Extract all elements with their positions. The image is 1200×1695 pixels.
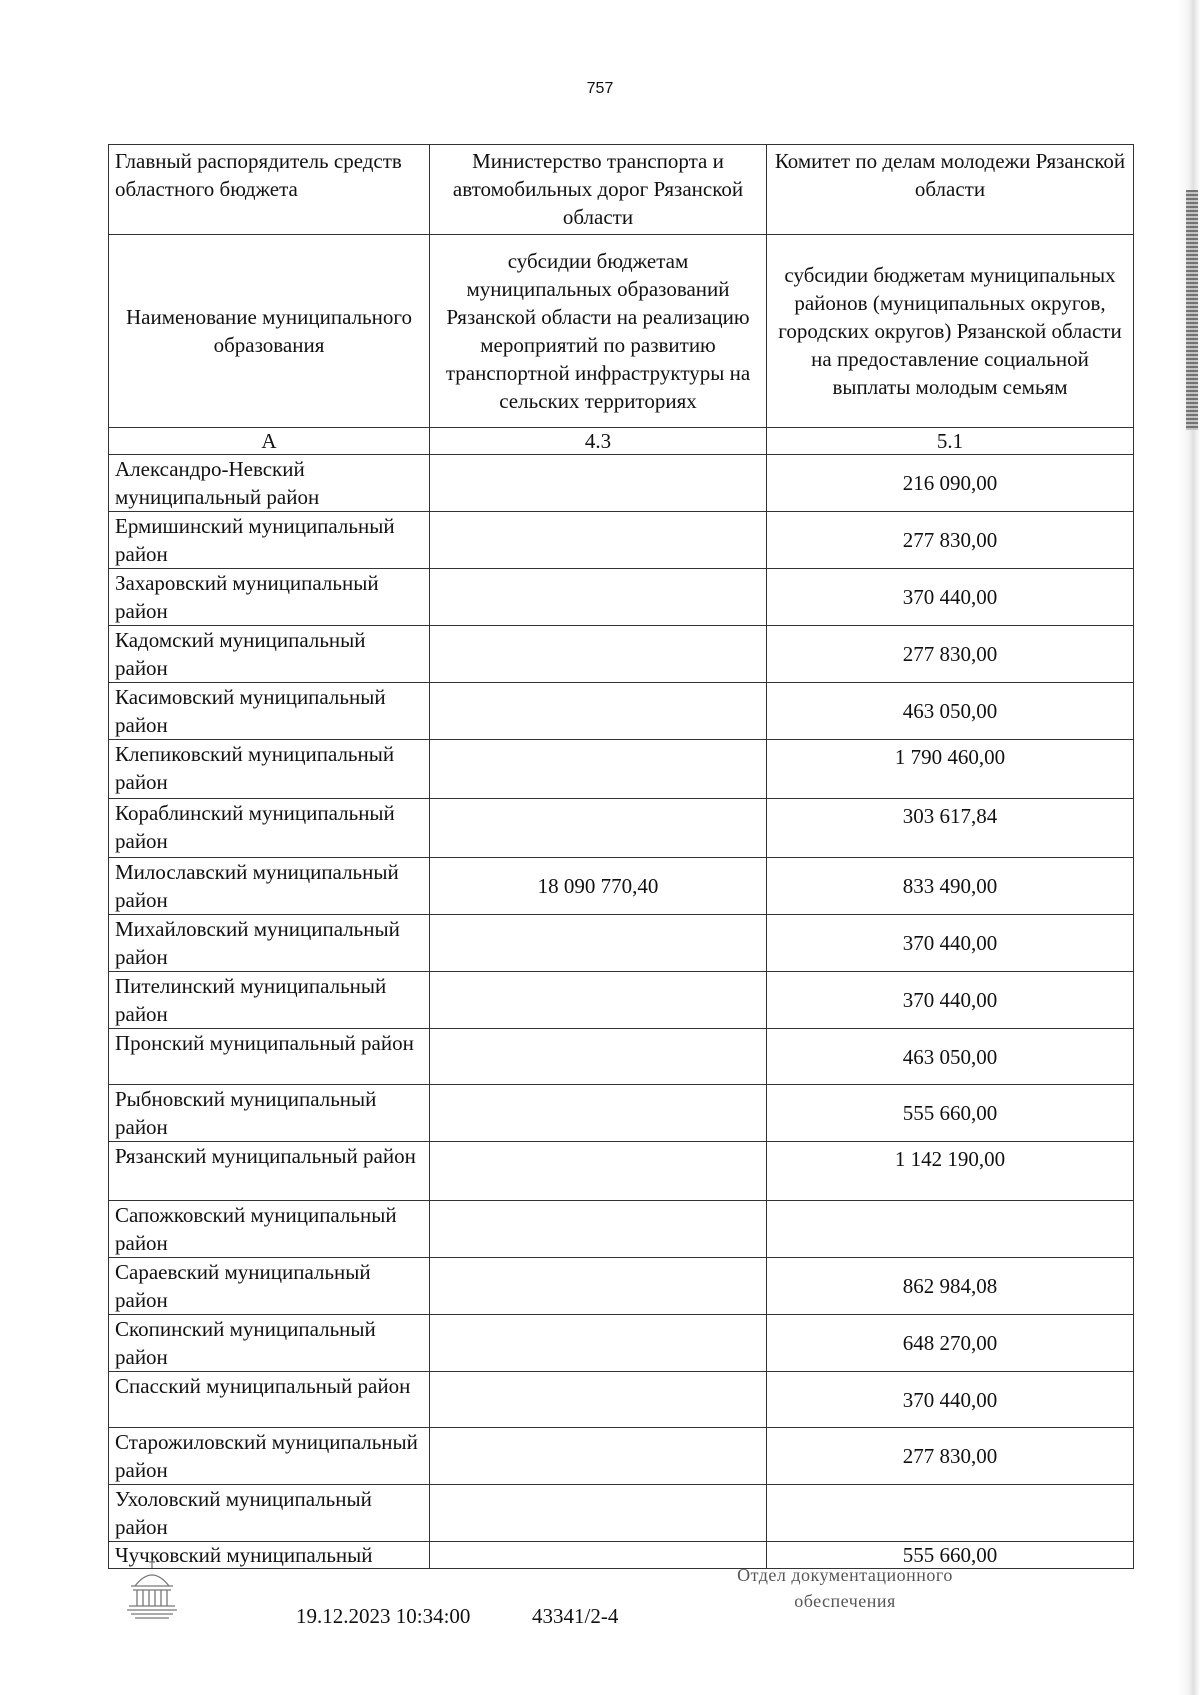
transport-subsidy-cell (430, 512, 767, 569)
table-row (109, 626, 1134, 683)
transport-subsidy-cell (430, 1201, 767, 1258)
department-stamp (700, 1562, 990, 1614)
column-index-5-1: 5.1 (767, 428, 1134, 455)
transport-subsidy-cell (430, 799, 767, 858)
table-row (109, 1201, 1134, 1258)
young-family-subsidy-cell: 648 270,00 (767, 1315, 1134, 1372)
header-municipality-name: Наименование муниципального образования (109, 235, 430, 428)
department-stamp-line1: Отдел документационного (737, 1565, 953, 1585)
transport-subsidy-cell (430, 455, 767, 512)
transport-subsidy-cell (430, 1029, 767, 1085)
transport-subsidy-cell (430, 569, 767, 626)
header-transport-subsidy: субсидии бюджетам муниципальных образований Рязанской области на реализацию мероприятий по развитию транспортной инфраструктуры на сельских территориях (430, 235, 767, 428)
young-family-subsidy-cell: 277 830,00 (767, 626, 1134, 683)
table-body (109, 455, 1134, 1569)
municipality-name-cell: Александро-Невский муниципальный район (109, 455, 430, 512)
header-distributor-label: Главный распорядитель средств областного бюджета (109, 145, 430, 235)
column-index-a: А (109, 428, 430, 455)
table-row (109, 455, 1134, 512)
young-family-subsidy-cell: 370 440,00 (767, 972, 1134, 1029)
young-family-subsidy-cell: 555 660,00 (767, 1085, 1134, 1142)
header-row-distributor (109, 145, 1134, 235)
transport-subsidy-cell (430, 1258, 767, 1315)
transport-subsidy-cell (430, 972, 767, 1029)
table-row (109, 1085, 1134, 1142)
budget-table (108, 144, 1134, 1569)
municipality-name-cell: Старожиловский муниципальный район (109, 1428, 430, 1485)
municipality-name-cell: Ухоловский муниципальный район (109, 1485, 430, 1542)
municipality-name-cell: Клепиковский муниципальный район (109, 740, 430, 799)
young-family-subsidy-cell: 862 984,08 (767, 1258, 1134, 1315)
transport-subsidy-cell (430, 740, 767, 799)
header-row-subsidy (109, 235, 1134, 428)
transport-subsidy-cell (430, 1428, 767, 1485)
municipality-name-cell: Пронский муниципальный район (109, 1029, 430, 1085)
table-row (109, 1142, 1134, 1201)
table-row (109, 1258, 1134, 1315)
footer-doc-number: 43341/2-4 (532, 1604, 619, 1628)
transport-subsidy-cell (430, 626, 767, 683)
table-row (109, 1029, 1134, 1085)
table-row (109, 1315, 1134, 1372)
transport-subsidy-cell: 18 090 770,40 (430, 858, 767, 915)
young-family-subsidy-cell: 370 440,00 (767, 915, 1134, 972)
municipality-name-cell: Кораблинский муниципальный район (109, 799, 430, 858)
column-index-4-3: 4.3 (430, 428, 767, 455)
header-youth-committee: Комитет по делам молодежи Рязанской области (767, 145, 1134, 235)
table-row (109, 740, 1134, 799)
municipality-name-cell: Касимовский муниципальный район (109, 683, 430, 740)
transport-subsidy-cell (430, 915, 767, 972)
table-row (109, 569, 1134, 626)
young-family-subsidy-cell: 463 050,00 (767, 683, 1134, 740)
table-row (109, 858, 1134, 915)
header-young-family-subsidy: субсидии бюджетам муниципальных районов (муниципальных округов, городских округов) Рязанской области на предоставление социальной выплаты молодым семьям (767, 235, 1134, 428)
young-family-subsidy-cell (767, 1201, 1134, 1258)
transport-subsidy-cell (430, 1142, 767, 1201)
table-row (109, 1485, 1134, 1542)
transport-subsidy-cell (430, 1372, 767, 1428)
municipality-name-cell: Пителинский муниципальный район (109, 972, 430, 1029)
transport-subsidy-cell (430, 683, 767, 740)
table-row (109, 683, 1134, 740)
municipality-name-cell: Спасский муниципальный район (109, 1372, 430, 1428)
table-row (109, 512, 1134, 569)
young-family-subsidy-cell: 1 790 460,00 (767, 740, 1134, 799)
young-family-subsidy-cell: 277 830,00 (767, 1428, 1134, 1485)
municipality-name-cell: Рыбновский муниципальный район (109, 1085, 430, 1142)
transport-subsidy-cell (430, 1485, 767, 1542)
municipality-name-cell: Ермишинский муниципальный район (109, 512, 430, 569)
municipality-name-cell: Милославский муниципальный район (109, 858, 430, 915)
municipality-name-cell: Захаровский муниципальный район (109, 569, 430, 626)
transport-subsidy-cell (430, 1315, 767, 1372)
municipality-name-cell: Скопинский муниципальный район (109, 1315, 430, 1372)
young-family-subsidy-cell: 216 090,00 (767, 455, 1134, 512)
scan-edge-mark (1186, 190, 1198, 430)
table-row (109, 799, 1134, 858)
young-family-subsidy-cell: 463 050,00 (767, 1029, 1134, 1085)
young-family-subsidy-cell: 833 490,00 (767, 858, 1134, 915)
table-row (109, 915, 1134, 972)
young-family-subsidy-cell: 277 830,00 (767, 512, 1134, 569)
young-family-subsidy-cell: 370 440,00 (767, 569, 1134, 626)
footer-datetime: 19.12.2023 10:34:00 (296, 1604, 471, 1628)
department-stamp-line2: обеспечения (794, 1591, 896, 1611)
page-number: 757 (586, 80, 614, 97)
emblem-stamp-icon (123, 1556, 181, 1620)
young-family-subsidy-cell: 1 142 190,00 (767, 1142, 1134, 1201)
municipality-name-cell: Чучковский муниципальный (109, 1542, 430, 1569)
header-transport-ministry: Министерство транспорта и автомобильных дорог Рязанской области (430, 145, 767, 235)
young-family-subsidy-cell: 303 617,84 (767, 799, 1134, 858)
column-index-row (109, 428, 1134, 455)
young-family-subsidy-cell (767, 1485, 1134, 1542)
young-family-subsidy-cell: 370 440,00 (767, 1372, 1134, 1428)
municipality-name-cell: Сараевский муниципальный район (109, 1258, 430, 1315)
municipality-name-cell: Кадомский муниципальный район (109, 626, 430, 683)
table-row (109, 972, 1134, 1029)
transport-subsidy-cell (430, 1085, 767, 1142)
table-row (109, 1428, 1134, 1485)
municipality-name-cell: Рязанский муниципальный район (109, 1142, 430, 1201)
young-family-subsidy-cell: 555 660,00 (767, 1542, 1134, 1569)
municipality-name-cell: Михайловский муниципальный район (109, 915, 430, 972)
table-row (109, 1372, 1134, 1428)
municipality-name-cell: Сапожковский муниципальный район (109, 1201, 430, 1258)
